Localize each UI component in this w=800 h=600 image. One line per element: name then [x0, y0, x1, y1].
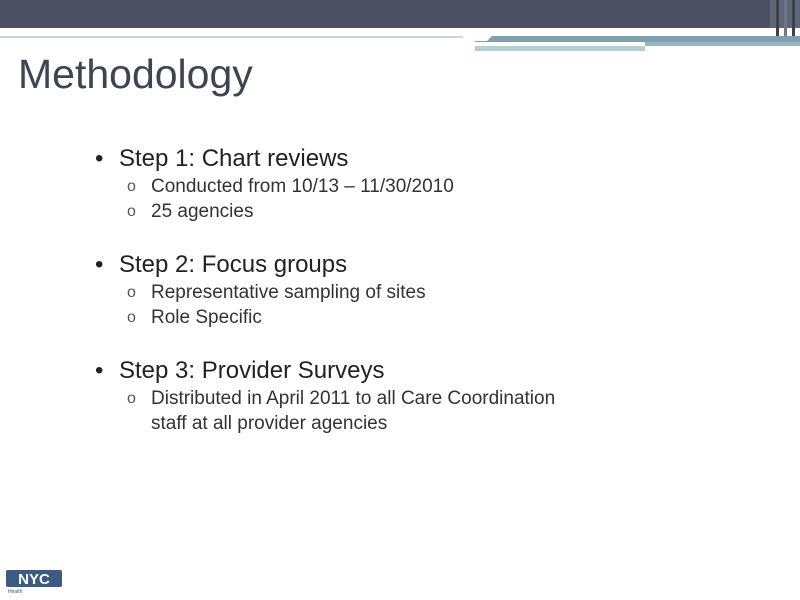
nyc-health-logo-icon: [6, 570, 62, 594]
bullet-text: Step 1: Chart reviews: [119, 145, 349, 172]
bullet-item: [95, 250, 715, 280]
bullet-group: [95, 250, 715, 330]
sub-bullet-text: Conducted from 10/13 – 11/30/2010: [151, 176, 454, 197]
sub-bullet-text: staff at all provider agencies: [151, 413, 388, 434]
circle-bullet-icon: o: [127, 390, 136, 407]
bullet-item: [95, 356, 715, 386]
bullet-group: [95, 356, 715, 436]
sub-bullet-text: Representative sampling of sites: [151, 282, 426, 303]
bullet-text: Step 3: Provider Surveys: [119, 357, 385, 384]
bullet-item: [95, 144, 715, 174]
sub-bullet-item: [95, 386, 715, 411]
sub-bullet-text: Distributed in April 2011 to all Care Coordination: [151, 388, 556, 409]
header-bar: [0, 0, 800, 28]
bullet-text: Step 2: Focus groups: [119, 251, 348, 278]
circle-bullet-icon: o: [127, 284, 136, 301]
header-accent-band: [475, 46, 645, 51]
header-accent-line: [0, 36, 475, 38]
circle-bullet-icon: o: [127, 203, 136, 220]
slide-content: [95, 144, 715, 462]
sub-bullet-text: Role Specific: [151, 307, 262, 328]
sub-bullet-item: [95, 411, 715, 436]
header-accent-band: [645, 42, 800, 46]
bullet-dot-icon: •: [95, 357, 104, 384]
logo-text: NYC: [18, 571, 50, 588]
sub-bullet-item: [95, 305, 715, 330]
sub-bullet-item: [95, 199, 715, 224]
bullet-dot-icon: •: [95, 145, 104, 172]
circle-bullet-icon: o: [127, 309, 136, 326]
sub-bullet-item: [95, 280, 715, 305]
slide-title: Methodology: [18, 51, 253, 97]
bullet-dot-icon: •: [95, 251, 104, 278]
sub-bullet-text: 25 agencies: [151, 201, 254, 222]
logo-subtext: Health: [8, 589, 23, 594]
circle-bullet-icon: o: [127, 178, 136, 195]
bullet-group: [95, 144, 715, 224]
sub-bullet-item: [95, 174, 715, 199]
